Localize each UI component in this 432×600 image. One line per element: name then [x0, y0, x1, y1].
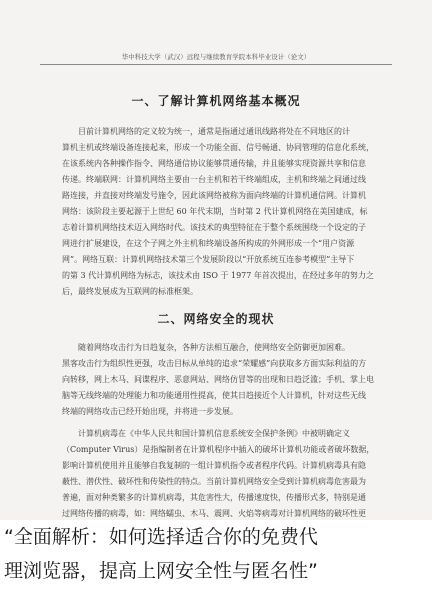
paragraph-line: 过网络传播的病毒，如：网络蠕虫、木马、震网、火焰等病毒对计算机网络的破坏性更 [62, 509, 366, 518]
paragraph-line: 路连接，并直接对终端发号施令，因此该网络被称为面向终端的计算机通信网。计算机 [62, 191, 366, 200]
paragraph-line: 志着计算机网络技术迈入网络时代。该技术的典型特征在于整个系统围绕一个设定的子 [62, 223, 366, 232]
paragraph-line: 的第 3 代计算机网络为标志，该技术由 ISO 于 1977 年首次提出，在经过多年的努力之 [62, 271, 374, 280]
section-2-paragraph-2 [62, 426, 380, 522]
paragraph-line: 网”。网络互联：计算机网络技术第三个发展阶段以“开放系统互连参考模型”主导下 [62, 255, 355, 264]
paragraph-line: 网络：该阶段主要起源于上世纪 60 年代末期，当时第 2 代计算机网络在美国建成，标 [62, 207, 368, 216]
paragraph-line: 普遍，面对种类繁多的计算机病毒，其危害性大，传播速度快，传播形式多，特别是通 [62, 493, 366, 502]
paragraph-line: （Computer Virus）是指编制者在计算机程序中插入的破坏计算机功能或者破坏数据， [62, 445, 375, 454]
paragraph-line: 黑客攻击行为组织性更强，攻击目标从单纯的追求“荣耀感”向获取多方面实际利益的方 [62, 359, 367, 368]
paragraph-line: 计算机病毒在《中华人民共和国计算机信息系统安全保护条例》中被明确定义 [78, 429, 350, 438]
caption-overlay [0, 520, 432, 600]
paragraph-line: 终端的网络攻击已经开始出现，并将进一步发展。 [62, 407, 238, 416]
paragraph-line: 随着网络攻击行为日趋复杂，各种方法相互融合，使网络安全防御更加困难。 [78, 343, 350, 352]
paragraph-line: 后，最终发展成为互联网的标准框架。 [62, 287, 198, 296]
paragraph-line: 网进行扩展建设，在这个子网之外主机和终端设备所构成的外网形成一个“用户资源 [62, 239, 355, 248]
section-title-1: 一、了解计算机网络基本概况 [131, 94, 301, 108]
paragraph-line: 影响计算机使用并且能够自我复制的一组计算机指令或者程序代码。计算机病毒具有隐 [62, 461, 366, 470]
caption-line: 理浏览器，提高上网安全性与匿名性” [4, 560, 318, 582]
paragraph-line: 脑等无线终端的处理能力和功能通用性提高，使其日趋接近个人计算机，针对这些无线 [62, 391, 366, 400]
section-title-2: 二、网络安全的现状 [157, 312, 275, 326]
section-2-paragraph-1 [62, 340, 380, 420]
paragraph-line: 在该系统内各种操作指令、网络通信协议能够贯通传输，并且能够实现资源共享和信息 [62, 159, 366, 168]
running-header: 华中科技大学（武汉）远程与继续教育学院本科毕业设计（论文） [40, 52, 392, 65]
paragraph-line: 目前计算机网络的定义较为统一，通常是指通过通讯线路将处在不同地区的计 [78, 127, 350, 136]
paragraph-line: 蔽性、潜伏性、破坏性和传染性的特点。当前计算机网络安全受到计算机病毒危害最为 [62, 477, 366, 486]
section-1-paragraph [62, 124, 380, 300]
caption-line: “全面解析：如何选择适合你的免费代 [4, 526, 318, 548]
paragraph-line: 传递。终端联网：计算机网络主要由一台主机和若干终端组成，主机和终端之间通过线 [62, 175, 366, 184]
paragraph-line: 算机主机或终端设备连接起来，形成一个功能全面、信号畅通、协同管理的信息化系统， [62, 143, 374, 152]
paragraph-line: 向转移，网上木马、间谍程序、恶意网站、网络仿冒等的出现和日趋泛滥；手机、掌上电 [62, 375, 374, 384]
